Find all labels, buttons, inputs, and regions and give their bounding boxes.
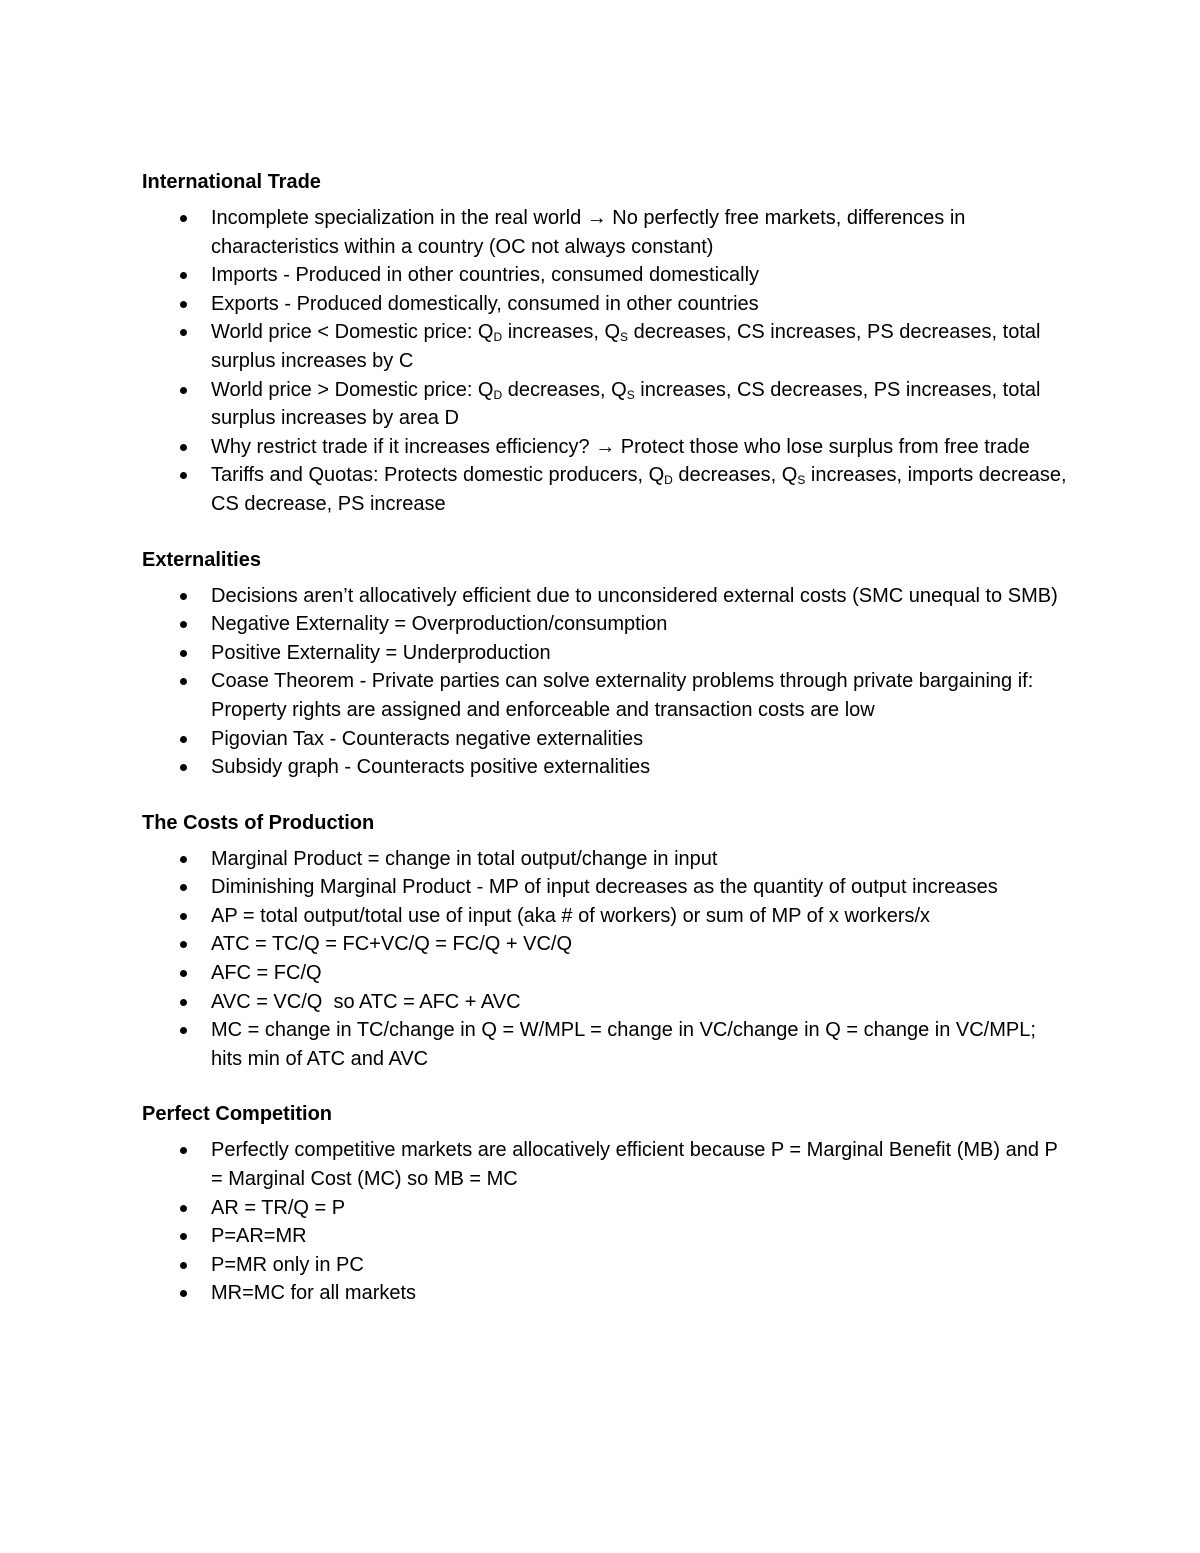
list-item: Imports - Produced in other countries, consumed domestically [142, 261, 1072, 290]
section-externalities [142, 546, 1072, 782]
list-item: AP = total output/total use of input (aka # of workers) or sum of MP of x workers/x [142, 902, 1072, 931]
list-item-text: World price > Domestic price: Q [211, 378, 494, 401]
list-item: Decisions aren’t allocatively efficient due to unconsidered external costs (SMC unequal to SMB) [142, 582, 1072, 611]
list-item: MR=MC for all markets [142, 1279, 1072, 1308]
bullet-list [142, 1136, 1072, 1308]
list-item-text: increases, CS decreases, PS increases, total surplus increases by area D [211, 378, 1041, 430]
section-heading: The Costs of Production [142, 811, 375, 834]
list-item: Incomplete specialization in the real world → No perfectly free markets, differences in characteristics within a country (OC not always constant) [142, 204, 1072, 261]
list-item: Why restrict trade if it increases efficiency? → Protect those who lose surplus from free trade [142, 433, 1072, 462]
list-item: Pigovian Tax - Counteracts negative externalities [142, 725, 1072, 754]
bullet-list [142, 845, 1072, 1074]
list-item-text: decreases, Q [672, 464, 798, 487]
list-item [142, 461, 1072, 518]
section-heading: Externalities [142, 548, 261, 571]
list-item: Exports - Produced domestically, consumed in other countries [142, 290, 1072, 319]
list-item: Marginal Product = change in total output/change in input [142, 845, 1072, 874]
subscript-s: S [626, 387, 635, 402]
list-item-text: decreases, CS increases, PS decreases, total surplus increases by C [211, 321, 1041, 372]
list-item: Diminishing Marginal Product - MP of input decreases as the quantity of output increases [142, 873, 1072, 902]
list-item: AR = TR/Q = P [142, 1194, 1072, 1223]
subscript-s: S [797, 473, 806, 488]
section-perfect-competition [142, 1100, 1072, 1308]
list-item: ATC = TC/Q = FC+VC/Q = FC/Q + VC/Q [142, 930, 1072, 959]
list-item: Subsidy graph - Counteracts positive externalities [142, 753, 1072, 782]
section-international-trade [142, 168, 1072, 519]
subscript-d: D [493, 330, 503, 345]
list-item: AFC = FC/Q [142, 959, 1072, 988]
section-costs-of-production [142, 809, 1072, 1074]
list-item: Perfectly competitive markets are allocatively efficient because P = Marginal Benefit (MB) and P = Marginal Cost (MC) so MB = MC [142, 1136, 1072, 1193]
section-heading: International Trade [142, 171, 321, 193]
document-page [142, 168, 1072, 1335]
list-item [142, 376, 1072, 433]
list-item-text: decreases, Q [502, 378, 627, 401]
list-item: AVC = VC/Q so ATC = AFC + AVC [142, 988, 1072, 1017]
bullet-list [142, 204, 1072, 519]
subscript-d: D [664, 473, 673, 488]
list-item: Negative Externality = Overproduction/consumption [142, 610, 1072, 639]
list-item [142, 318, 1072, 375]
subscript-d: D [493, 387, 503, 402]
section-heading: Perfect Competition [142, 1103, 333, 1126]
list-item-text: World price < Domestic price: Q [211, 321, 494, 344]
list-item-text: Tariffs and Quotas: Protects domestic producers, Q [211, 464, 665, 487]
bullet-list [142, 582, 1072, 782]
list-item: Positive Externality = Underproduction [142, 639, 1072, 668]
list-item-text: increases, imports decrease, CS decrease, PS increase [211, 464, 1067, 515]
list-item: MC = change in TC/change in Q = W/MPL = change in VC/change in Q = change in VC/MPL; hits min of ATC and AVC [142, 1016, 1072, 1073]
list-item-text: increases, Q [502, 321, 620, 344]
list-item: P=AR=MR [142, 1222, 1072, 1251]
list-item: Coase Theorem - Private parties can solve externality problems through private bargaining if: Property rights are assigned and enforceable and transaction costs are low [142, 667, 1072, 724]
subscript-s: S [620, 330, 629, 345]
list-item: P=MR only in PC [142, 1251, 1072, 1280]
